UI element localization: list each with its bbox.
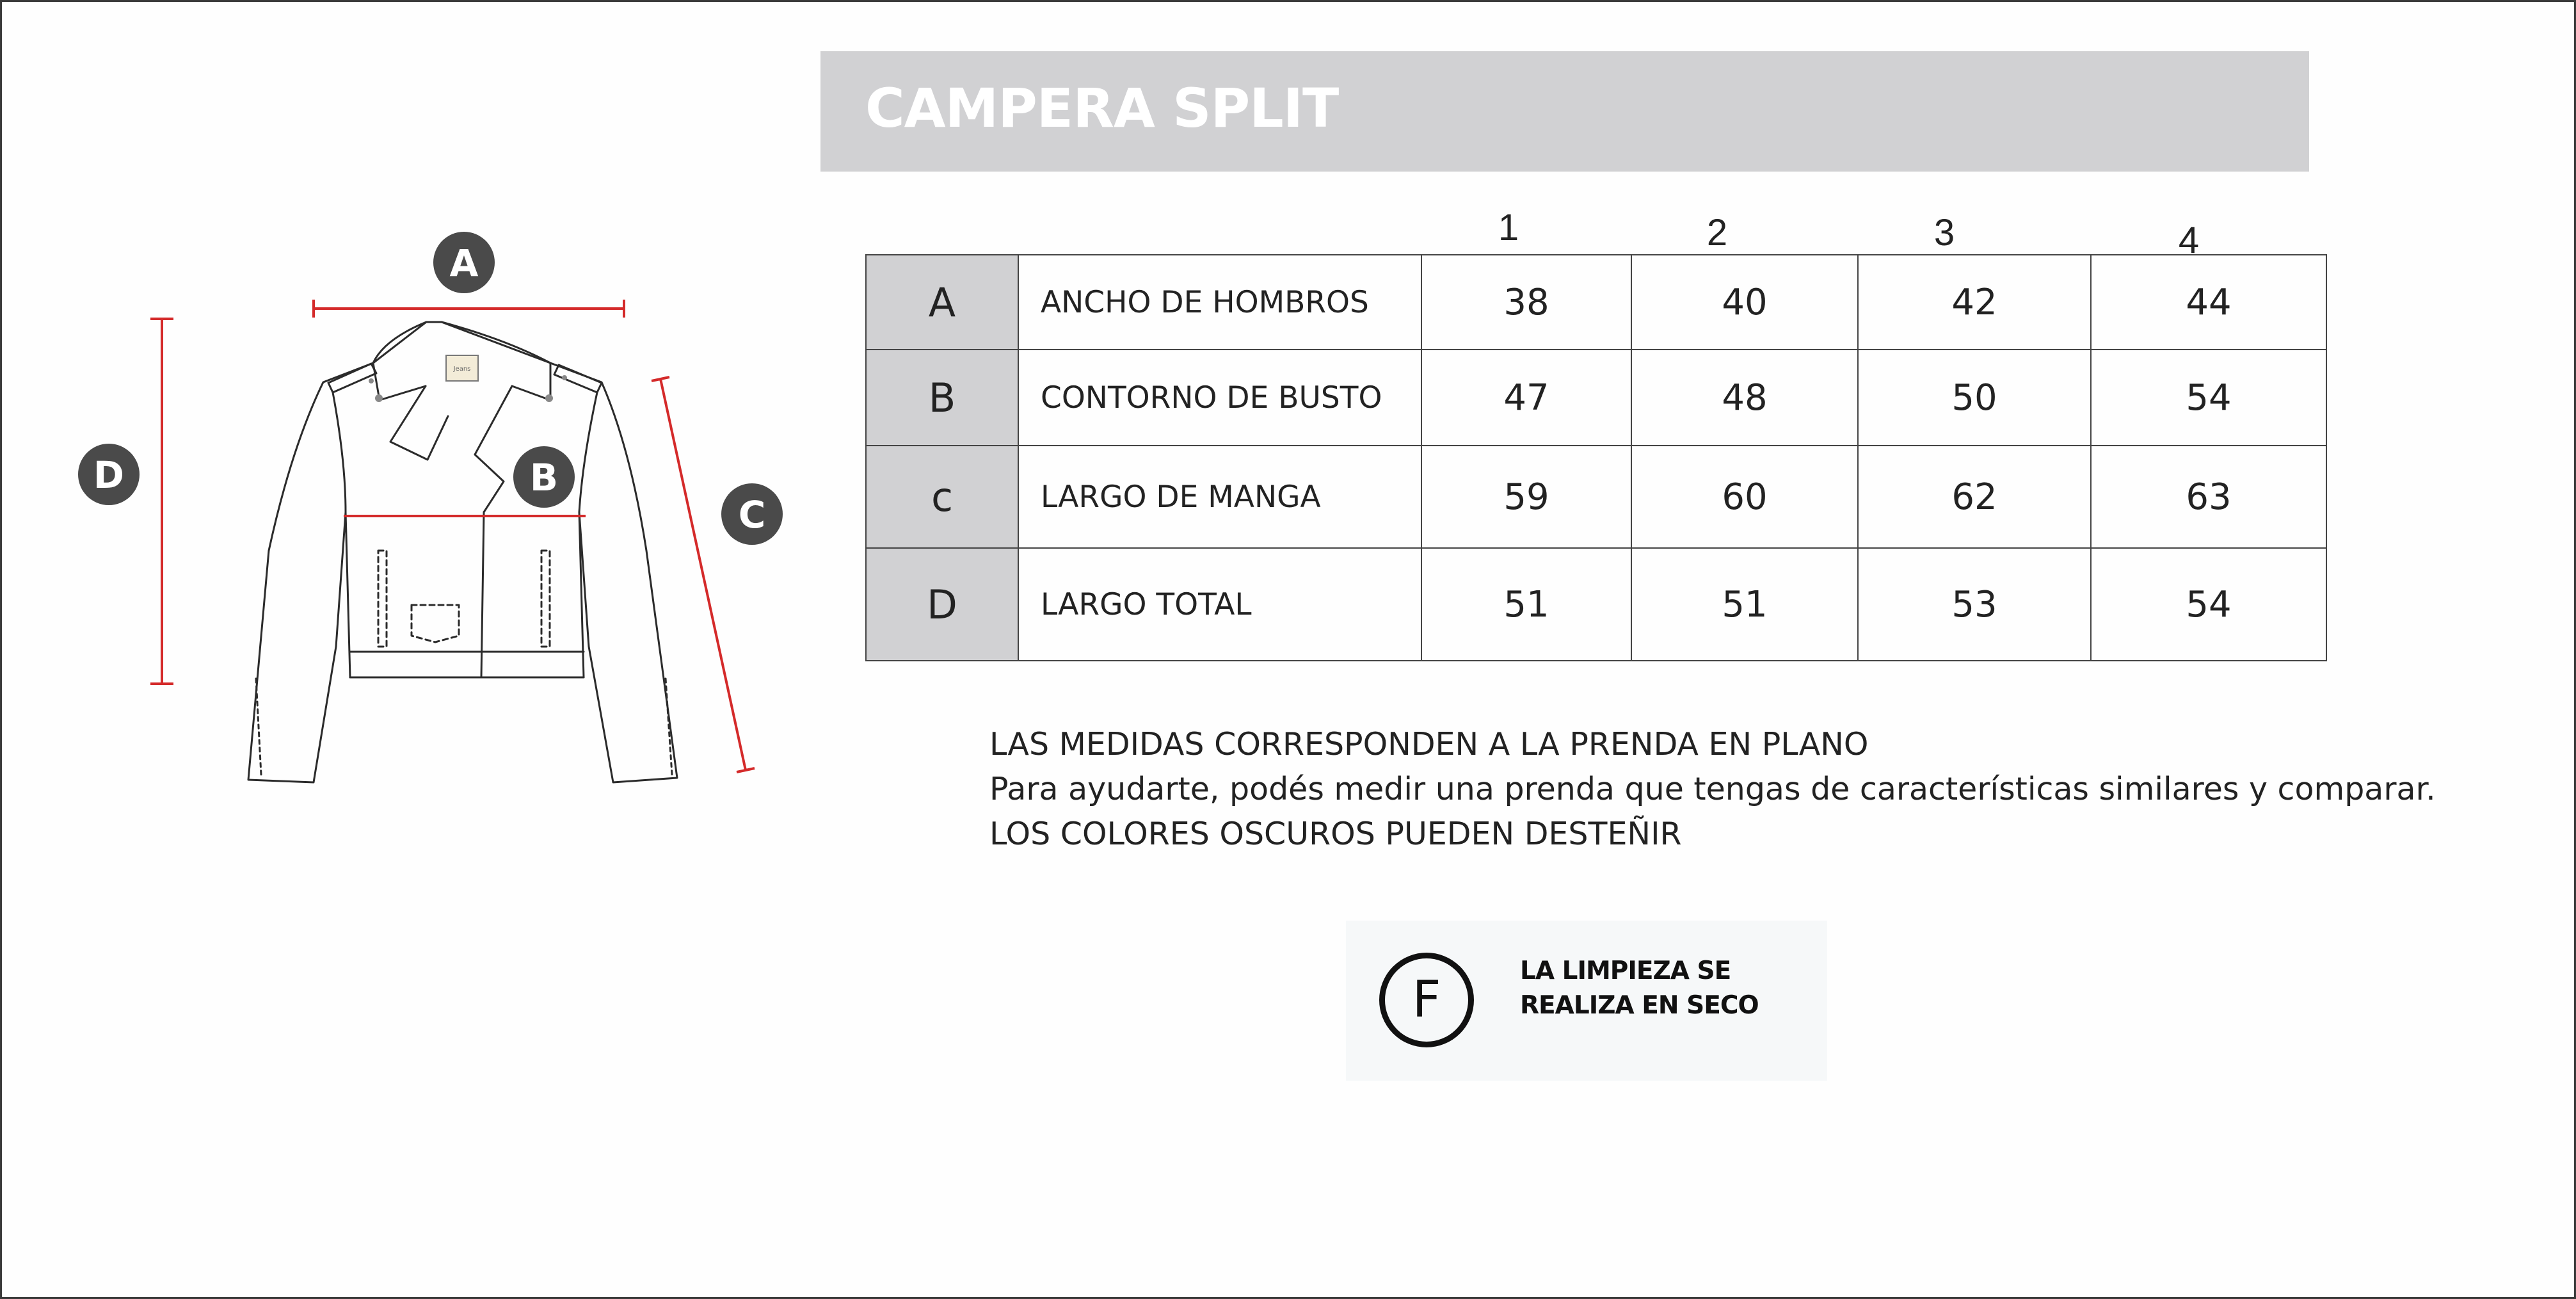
note-line: LAS MEDIDAS CORRESPONDEN A LA PRENDA EN PLANO [989,726,1869,762]
table-cell: 63 [2091,446,2326,548]
column-header-4: 4 [2178,220,2200,261]
note-line: LOS COLORES OSCUROS PUEDEN DESTEÑIR [989,816,1682,852]
jacket-lapel [390,386,448,460]
column-header-3: 3 [1933,212,1955,254]
row-letter: A [866,255,1018,350]
table-cell: 44 [2091,255,2326,350]
jacket-outline [248,322,677,782]
table-row [866,255,2326,350]
table-cell: 38 [1421,255,1631,350]
row-label: ANCHO DE HOMBROS [1018,255,1421,350]
table-cell: 51 [1421,548,1631,661]
badge-a-label: A [449,241,479,285]
page-title: CAMPERA SPLIT [865,77,1339,140]
jacket-diagram [0,0,845,832]
note-line: Para ayudarte, podés medir una prenda que tengas de características similares y comparar. [989,771,2436,807]
badge-b-label: B [529,456,559,499]
badge-d-label: D [93,453,125,497]
jacket-collar [373,322,426,400]
table-row [866,548,2326,661]
table-cell: 54 [2091,548,2326,661]
care-text [1520,954,1814,1023]
care-text-line: REALIZA EN SECO [1520,991,1759,1020]
table-cell: 50 [1858,350,2091,446]
column-header-2: 2 [1706,212,1728,254]
table-cell: 62 [1858,446,2091,548]
table-cell: 47 [1421,350,1631,446]
care-text-line: LA LIMPIEZA SE [1520,956,1731,985]
table-cell: 48 [1631,350,1858,446]
row-letter: B [866,350,1018,446]
row-letter: D [866,548,1018,661]
care-symbol: F [1412,971,1441,1029]
table-cell: 59 [1421,446,1631,548]
table-row [866,350,2326,446]
dry-clean-icon [1379,953,1474,1047]
table-cell: 40 [1631,255,1858,350]
badge-c-label: C [738,493,766,537]
pocket [378,551,387,647]
row-label: CONTORNO DE BUSTO [1018,350,1421,446]
table-cell: 51 [1631,548,1858,661]
title-bar [820,51,2309,172]
measure-line-a [314,300,624,318]
table-cell: 53 [1858,548,2091,661]
column-header-1: 1 [1498,207,1519,248]
row-label: LARGO DE MANGA [1018,446,1421,548]
table-cell: 54 [2091,350,2326,446]
measure-line-d [150,319,173,684]
measurement-notes [989,722,2436,857]
table-row [866,446,2326,548]
row-letter: c [866,446,1018,548]
table-cell: 60 [1631,446,1858,548]
care-instructions [1346,921,1827,1081]
brand-tag-text: Jeans [453,366,471,373]
size-table [865,254,2327,661]
row-label: LARGO TOTAL [1018,548,1421,661]
table-cell: 42 [1858,255,2091,350]
